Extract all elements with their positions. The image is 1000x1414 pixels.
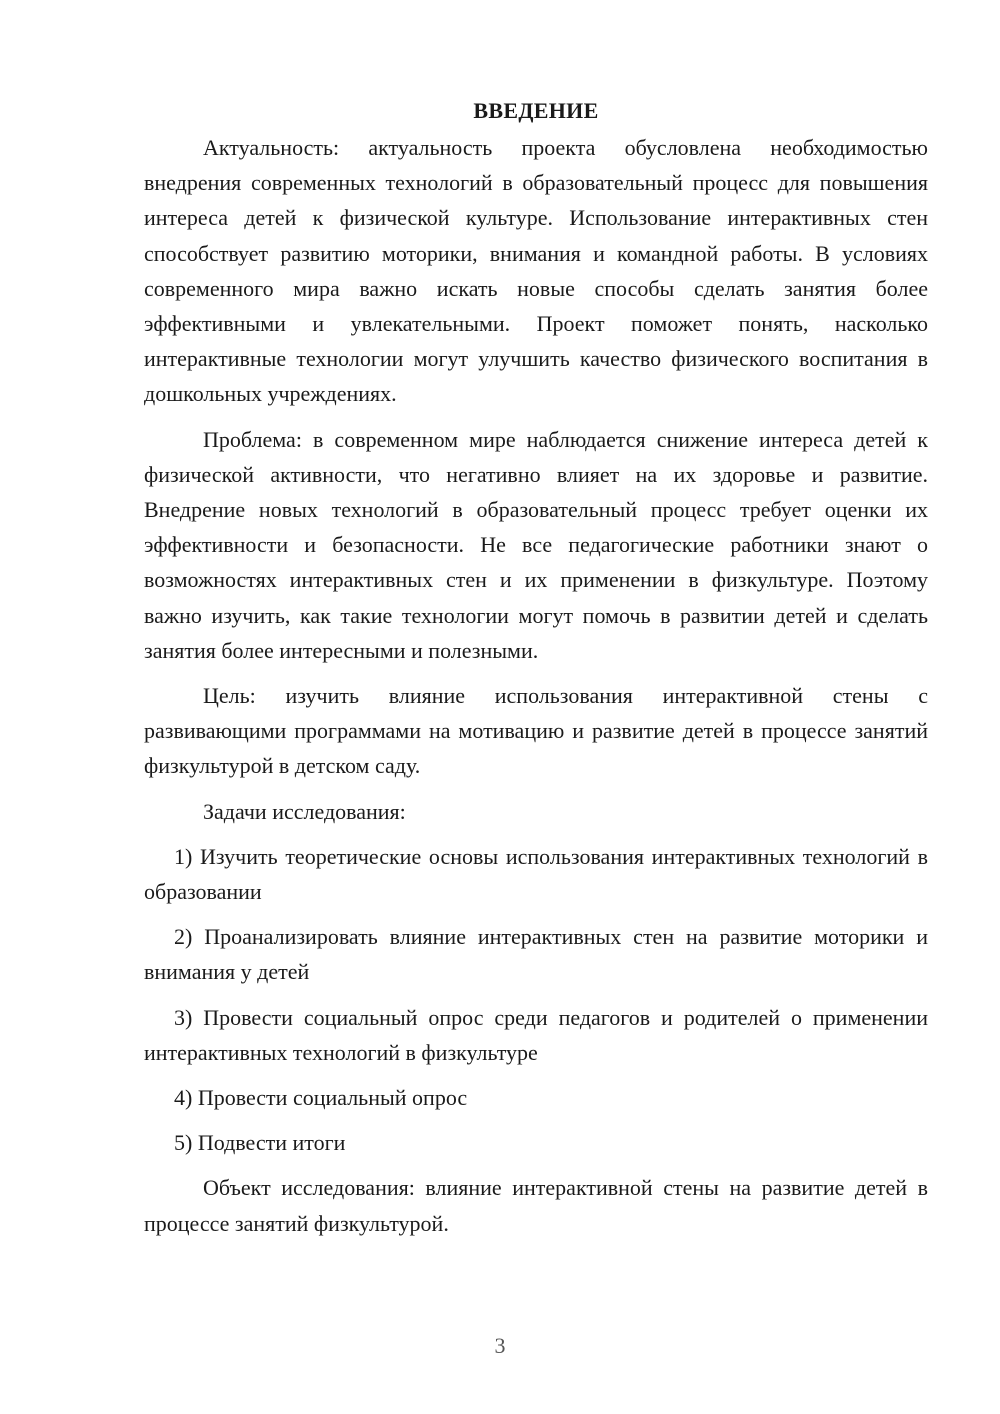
paragraph-object: Объект исследования: влияние интерактивной стены на развитие детей в процессе занятий физкультурой. — [144, 1175, 928, 1236]
list-item: 5) Подвести итоги — [174, 1130, 346, 1156]
list-item: 3) Провести социальный опрос среди педагогов и родителей о применении интерактивных технологий в физкультуре — [144, 1004, 928, 1065]
list-item: 2) Проанализировать влияние интерактивных стен на развитие моторики и внимания у детей — [144, 924, 928, 985]
paragraph-goal: Цель: изучить влияние использования интерактивной стены с развивающими программами на мотивацию и развитие детей в процессе занятий физкультурой в детском саду. — [144, 683, 928, 779]
section-heading: ВВЕДЕНИЕ — [473, 98, 599, 123]
list-item: 1) Изучить теоретические основы использования интерактивных технологий в образовании — [144, 843, 928, 905]
page-number: 3 — [494, 1333, 506, 1358]
tasks-list — [144, 839, 928, 1161]
paragraph-problem: Проблема: в современном мире наблюдается снижение интереса детей к физической активности, что негативно влияет на их здоровье и развитие. Внедрение новых технологий в образовательный процесс требует оценки их эффективности и безопасности. Не все педагогические работники знают о возможностях интерактивных стен и их применении в физкультуре. Поэтому важно изучить, как такие технологии могут помочь в развитии детей и сделать занятия более интересными и полезными. — [144, 426, 928, 663]
document-page — [144, 96, 928, 1251]
tasks-title: Задачи исследования: — [203, 798, 406, 824]
paragraph-relevance: Актуальность: актуальность проекта обусловлена необходимостью внедрения современных технологий в образовательный процесс для повышения интереса детей к физической культуре. Использование интерактивных стен способствует развитию моторики, внимания и командной работы. В условиях современного мира важно искать новые способы сделать занятия более эффективными и увлекательными. Проект поможет понять, насколько интерактивные технологии могут улучшить качество физического воспитания в дошкольных учреждениях. — [144, 135, 928, 407]
list-item: 4) Провести социальный опрос — [174, 1085, 468, 1111]
